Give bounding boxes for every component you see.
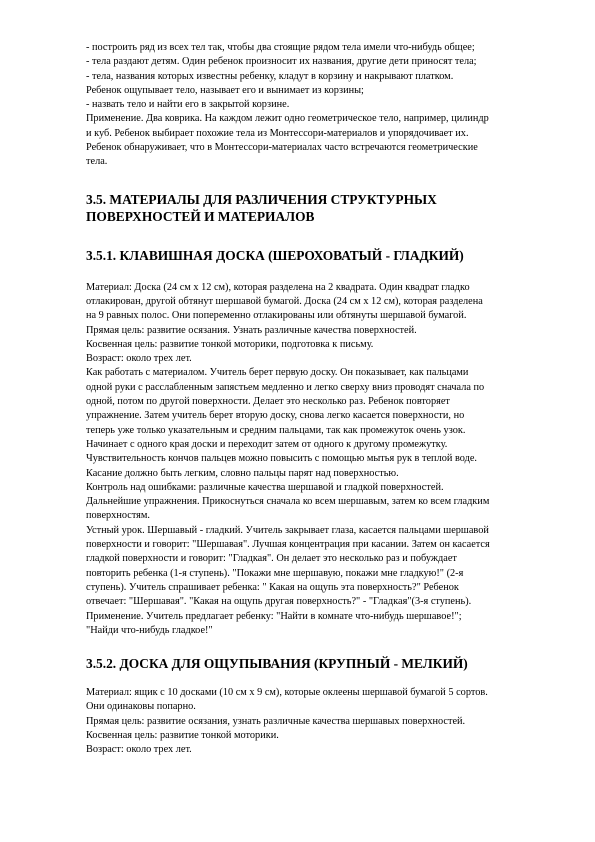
subsection-heading-351: 3.5.1. КЛАВИШНАЯ ДОСКА (ШЕРОХОВАТЫЙ - ГЛАДКИЙ) — [86, 247, 464, 263]
text-line: гладкой поверхности и говорит: "Гладкая". Он делает это несколько раз и побуждает — [86, 553, 457, 565]
text-line: - тела раздают детям. Один ребенок произносит их названия, другие дети приносят тела; — [86, 56, 477, 68]
text-line: тела. — [86, 156, 108, 168]
section-heading-line: 3.5. МАТЕРИАЛЫ ДЛЯ РАЗЛИЧЕНИЯ СТРУКТУРНЫХ — [86, 191, 437, 207]
text-line: поверхностям. — [86, 510, 151, 522]
subsection-body-351 — [86, 281, 547, 638]
text-line: на 9 равных полос. Они попеременно отлакированы или обтянуты шершавой бумагой. — [86, 310, 467, 322]
text-line: Ребенок ощупывает тело, называет его и вынимает из корзины; — [86, 84, 364, 96]
section-heading-line: ПОВЕРХНОСТЕЙ И МАТЕРИАЛОВ — [86, 209, 315, 225]
text-line: отвечает: "Шершавая". "Какая на ощупь другая поверхность?" - "Гладкая"(3-я ступень). — [86, 596, 472, 608]
text-line: Применение. Два коврика. На каждом лежит одно геометрическое тело, например, цилиндр — [86, 113, 489, 125]
intro-text — [86, 41, 547, 170]
text-line: Материал: Доска (24 см х 12 см), которая разделена на 2 квадрата. Один квадрат гладко — [86, 281, 470, 293]
text-line: Они одинаковы попарно. — [86, 701, 196, 713]
text-line: ступень). Учитель спрашивает ребенка: " Какая на ощупь эта поверхность?" Ребенок — [86, 581, 459, 593]
text-line: "Найди что-нибудь гладкое!" — [86, 624, 213, 636]
subsection-heading-352: 3.5.2. ДОСКА ДЛЯ ОЩУПЫВАНИЯ (КРУПНЫЙ - МЕЛКИЙ) — [86, 656, 468, 672]
text-line: и куб. Ребенок выбирает похожие тела из Монтессори-материалов и упорядочивает их. — [86, 127, 469, 139]
text-line: Контроль над ошибками: различные качества шершавой и гладкой поверхностей. — [86, 481, 444, 493]
text-line: Возраст: около трех лет. — [86, 744, 192, 756]
text-line: Материал: ящик с 10 досками (10 см х 9 см), которые оклеены шершавой бумагой 5 сортов. — [86, 687, 488, 699]
text-line: Применение. Учитель предлагает ребенку: "Найти в комнате что-нибудь шершавое!"; — [86, 610, 462, 622]
text-line: теперь уже только указательным и средним пальцами, так как промежуток очень узок. — [86, 424, 466, 436]
section-heading — [86, 191, 547, 226]
text-line: Начинает с одного края доски и переходит затем от одного к другому промежутку. — [86, 438, 448, 450]
text-line: отлакирован, другой обтянут шершавой бумагой. Доска (24 см х 12 см), которая разделена — [86, 295, 483, 307]
text-line: одной руки с расслабленным запястьем медленно и легко сверху вниз проводят сначала по — [86, 381, 485, 393]
text-line: Косвенная цель: развитие тонкой моторики. — [86, 729, 279, 741]
text-line: Возраст: около трех лет. — [86, 353, 192, 365]
text-line: Устный урок. Шершавый - гладкий. Учитель закрывает глаза, касается пальцами шершавой — [86, 524, 489, 536]
text-line: Чувствительность кончов пальцев можно повысить с помощью мытья рук в теплой воде. — [86, 453, 477, 465]
text-line: - назвать тело и найти его в закрытой корзине. — [86, 99, 290, 111]
text-line: Ребенок обнаруживает, что в Монтессори-материалах часто встречаются геометрические — [86, 142, 478, 154]
text-line: упражнение. Затем учитель берет вторую доску, снова легко касается поверхности, но — [86, 410, 465, 422]
text-line: Косвенная цель: развитие тонкой моторики, подготовка к письму. — [86, 338, 374, 350]
text-line: Касание должно быть легким, словно пальцы парят над поверхностью. — [86, 467, 399, 479]
text-line: - построить ряд из всех тел так, чтобы два стоящие рядом тела имели что-нибудь общее; — [86, 42, 475, 53]
text-line: Дальнейшие упражнения. Прикоснуться сначала ко всем шершавым, затем ко всем гладким — [86, 496, 490, 508]
text-line: поверхности и говорит: "Шершавая". Лучшая концентрация при касании. Затем он касается — [86, 539, 490, 551]
text-line: повторить ребенка (1-я ступень). "Покажи мне шершавую, покажи мне гладкую!" (2-я — [86, 567, 464, 579]
subsection-body-352 — [86, 686, 547, 757]
text-line: Прямая цель: развитие осязания. Узнать различные качества поверхностей. — [86, 324, 417, 336]
text-line: Как работать с материалом. Учитель берет первую доску. Он показывает, как пальцами — [86, 367, 469, 379]
text-line: - тела, названия которых известны ребенку, кладут в корзину и накрывают платком. — [86, 70, 454, 82]
text-line: Прямая цель: развитие осязания, узнать различные качества шершавых поверхностей. — [86, 715, 466, 727]
text-line: одной, потом по другой поверхности. Делает это несколько раз. Ребенок повторяет — [86, 396, 450, 408]
